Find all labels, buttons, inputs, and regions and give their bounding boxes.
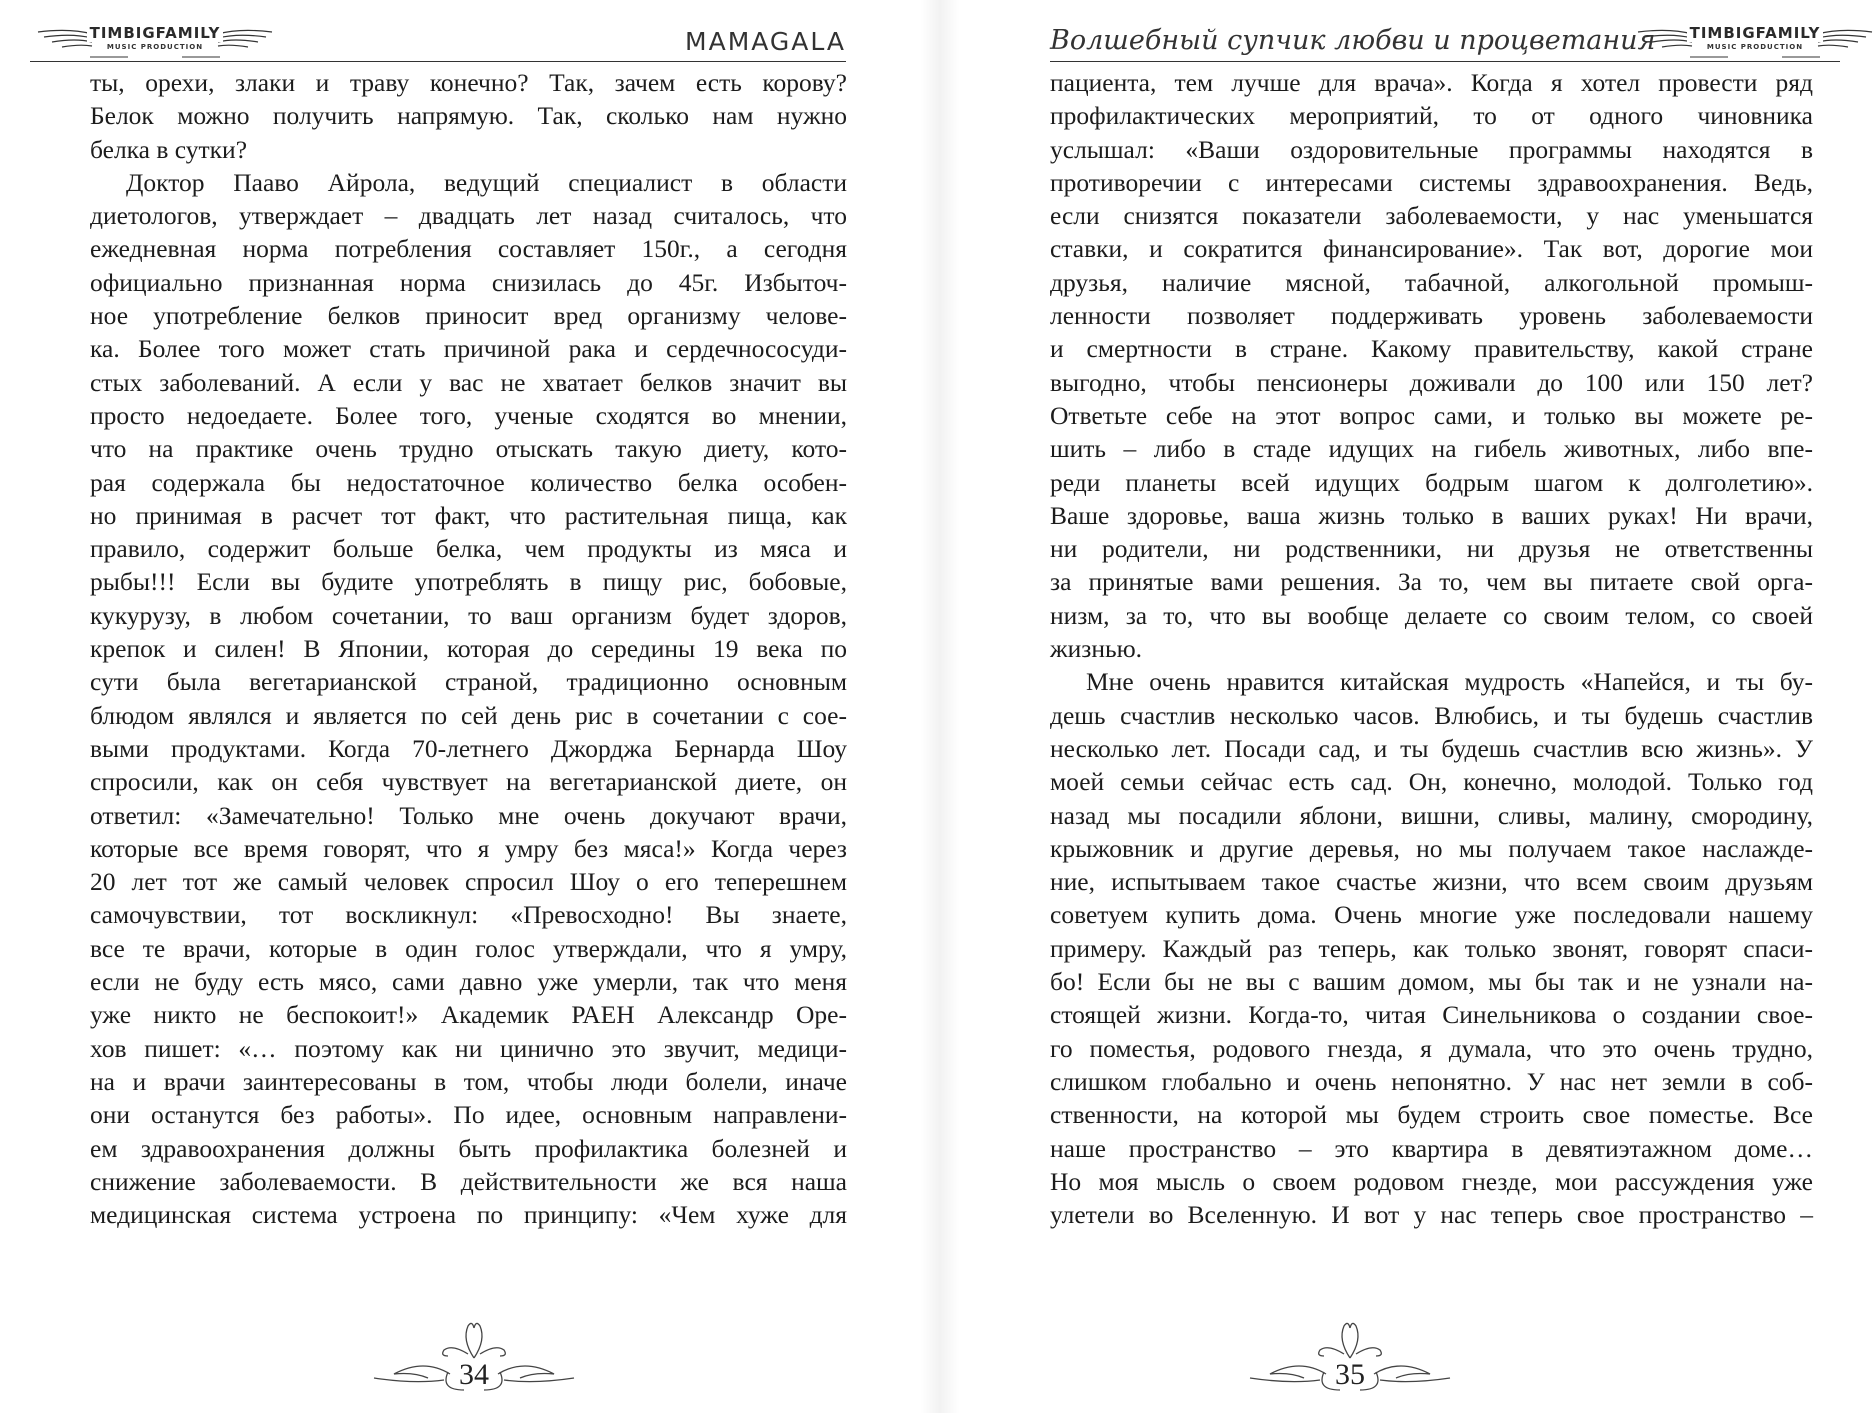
logo-subtext: MUSIC PRODUCTION <box>104 43 206 51</box>
text-line: ние, испытываем такое счастье жизни, что всем своим друзьям <box>1050 867 1813 897</box>
text-line: рая содержала бы недостаточное количество белка особен- <box>90 467 847 497</box>
text-line: диетологов, утверждает – двадцать лет назад считалось, что <box>90 201 847 231</box>
text-line: ежедневная норма потребления составляет 150г., а сегодня <box>90 234 847 264</box>
text-line: ственности, на которой мы будем строить свое поместье. Все <box>1050 1100 1813 1130</box>
text-line: сути была вегетарианской страной, традиционно основным <box>90 667 847 697</box>
text-line: советуем купить дома. Очень многие уже последовали нашему <box>1050 900 1813 930</box>
text-line: жизнью. <box>1050 634 1143 664</box>
text-line: реди планеты всей идущих бодрым шагом к долголетию». <box>1050 467 1813 497</box>
logo-brand-text: TIMBIGFAMILY <box>87 24 224 42</box>
text-line: уже никто не беспокоит!» Академик РАЕН Александр Оре- <box>90 1000 847 1030</box>
text-line: кукурузу, в любом сочетании, то ваш организм будет здоров, <box>90 600 847 630</box>
text-line: Ответьте себе на этот вопрос сами, и только вы можете ре- <box>1050 400 1813 430</box>
text-line: выгодно, чтобы пенсионеры доживали до 100 или 150 лет? <box>1050 367 1813 397</box>
text-line: Белок можно получить напрямую. Так, сколько нам нужно <box>90 101 847 131</box>
text-line: несколько лет. Посади сад, и ты будешь счастлив всю жизнь». У <box>1050 733 1813 763</box>
right-page-header <box>1050 14 1840 62</box>
text-line: улетели во Вселенную. И вот у нас теперь свое пространство – <box>1050 1200 1813 1230</box>
logo-subtext: MUSIC PRODUCTION <box>1704 43 1806 51</box>
publisher-logo <box>1630 18 1875 62</box>
logo-brand-text: TIMBIGFAMILY <box>1687 24 1824 42</box>
text-line: профилактических мероприятий, то от одного чиновника <box>1050 101 1813 131</box>
text-line: назад мы посадили яблони, вишни, сливы, малину, смородину, <box>1050 800 1813 830</box>
text-line: 20 лет тот же самый человек спросил Шоу о его теперешнем <box>90 867 847 897</box>
text-line: дешь счастлив несколько часов. Влюбись, и ты будешь счастлив <box>1050 700 1813 730</box>
text-line: Доктор Пааво Айрола, ведущий специалист в области <box>126 167 847 197</box>
text-line: которые все время говорят, что я умру без мяса!» Когда через <box>90 833 847 863</box>
text-line: стых заболеваний. А если у вас не хватает белков значит вы <box>90 367 847 397</box>
text-line: Но моя мысль о своем родовом гнезде, мои рассуждения уже <box>1050 1166 1813 1196</box>
text-line: ка. Более того может стать причиной рака и сердечнососуди- <box>90 334 847 364</box>
text-line: Ваше здоровье, ваша жизнь только в ваших руках! Ни врачи, <box>1050 500 1813 530</box>
text-line: Мне очень нравится китайская мудрость «Напейся, и ты бу- <box>1086 667 1813 697</box>
right-body-text <box>1050 66 1813 1231</box>
text-line: но принимая в расчет тот факт, что растительная пища, как <box>90 500 847 530</box>
text-line: рыбы!!! Если вы будите употреблять в пищу рис, бобовые, <box>90 567 847 597</box>
running-title: MAMAGALA <box>685 27 846 56</box>
text-line: просто недоедаете. Более того, ученые сходятся во мнении, <box>90 400 847 430</box>
text-line: друзья, наличие мясной, табачной, алкогольной промыш- <box>1050 267 1813 297</box>
text-line: если не буду есть мясо, сами давно уже умерли, так что меня <box>90 967 847 997</box>
text-line: выми продуктами. Когда 70-летнего Джорджа Бернарда Шоу <box>90 733 847 763</box>
text-line: примеру. Каждый раз теперь, как только звонят, говорят спаси- <box>1050 933 1813 963</box>
text-line: го поместья, родового гнезда, я думала, что это очень трудно, <box>1050 1033 1813 1063</box>
text-line: что на практике очень трудно отыскать такую диету, кото- <box>90 434 847 464</box>
text-line: если снизятся показатели заболеваемости, у нас уменьшатся <box>1050 201 1813 231</box>
text-line: медицинская система устроена по принципу: «Чем хуже для <box>90 1200 847 1230</box>
left-body-text <box>90 66 847 1231</box>
left-page-header <box>30 14 846 62</box>
page-number: 35 <box>1335 1358 1365 1391</box>
text-line: стоящей жизни. Когда-то, читая Синельникова о создании свое- <box>1050 1000 1813 1030</box>
right-page <box>940 0 1875 1413</box>
text-line: правило, содержит больше белка, чем продукты из мяса и <box>90 534 847 564</box>
text-line: блюдом являлся и является по сей день рис в сочетании с сое- <box>90 700 847 730</box>
text-line: слишком глобально и очень непонятно. У нас нет земли в соб- <box>1050 1066 1813 1096</box>
page-number: 34 <box>459 1358 489 1391</box>
page-number-ornament <box>364 1318 584 1398</box>
text-line: ное употребление белков приносит вред организму челове- <box>90 301 847 331</box>
text-line: моей семьи сейчас есть сад. Он, конечно, молодой. Только год <box>1050 767 1813 797</box>
text-line: шить – либо в стаде идущих на гибель животных, либо впе- <box>1050 434 1813 464</box>
text-line: снижение заболеваемости. В действительности же вся наша <box>90 1166 847 1196</box>
text-line: за принятые вами решения. За то, чем вы питаете свой орга- <box>1050 567 1813 597</box>
text-line: спросили, как он себя чувствует на вегетарианской диете, он <box>90 767 847 797</box>
page-number-ornament <box>1240 1318 1460 1398</box>
text-line: бо! Если бы не вы с вашим домом, мы бы так и не узнали на- <box>1050 967 1813 997</box>
text-line: белка в сутки? <box>90 134 248 164</box>
text-line: хов пишет: «… поэтому как ни цинично это звучит, медици- <box>90 1033 847 1063</box>
running-title: Волшебный супчик любви и процветания <box>1050 25 1656 56</box>
text-line: ты, орехи, злаки и траву конечно? Так, зачем есть корову? <box>90 68 847 97</box>
text-line: ленности позволяет поддерживать уровень заболеваемости <box>1050 301 1813 331</box>
text-line: пациента, тем лучше для врача». Когда я хотел провести ряд <box>1050 68 1813 97</box>
text-line: наше пространство – это квартира в девятиэтажном доме… <box>1050 1133 1813 1163</box>
text-line: официально признанная норма снизилась до 45г. Избыточ- <box>90 267 847 297</box>
text-line: они останутся без работы». По идее, основным направлени- <box>90 1100 847 1130</box>
text-line: крыжовник и другие деревья, но мы получаем такое наслажде- <box>1050 833 1813 863</box>
text-line: услышал: «Ваши оздоровительные программы находятся в <box>1050 134 1813 164</box>
text-line: все те врачи, которые в один голос утверждали, что я умру, <box>90 933 847 963</box>
text-line: низм, за то, что вы вообще делаете со своим телом, со своей <box>1050 600 1813 630</box>
text-line: на и врачи заинтересованы в том, чтобы люди болели, иначе <box>90 1066 847 1096</box>
publisher-logo <box>30 18 280 62</box>
text-line: ем здравоохранения должны быть профилактика болезней и <box>90 1133 847 1163</box>
text-line: ставки, и сократится финансирование». Так вот, дорогие мои <box>1050 234 1813 264</box>
text-line: противоречии с интересами системы здравоохранения. Ведь, <box>1050 167 1813 197</box>
text-line: ответил: «Замечательно! Только мне очень докучают врачи, <box>90 800 847 830</box>
text-line: самочувствии, тот воскликнул: «Превосходно! Вы знаете, <box>90 900 847 930</box>
header-rule <box>30 61 846 62</box>
text-line: крепок и силен! В Японии, которая до середины 19 века по <box>90 634 847 664</box>
text-line: ни родители, ни родственники, ни друзья не ответственны <box>1050 534 1813 564</box>
header-rule <box>1050 61 1840 62</box>
text-line: и смертности в стране. Какому правительству, какой стране <box>1050 334 1813 364</box>
